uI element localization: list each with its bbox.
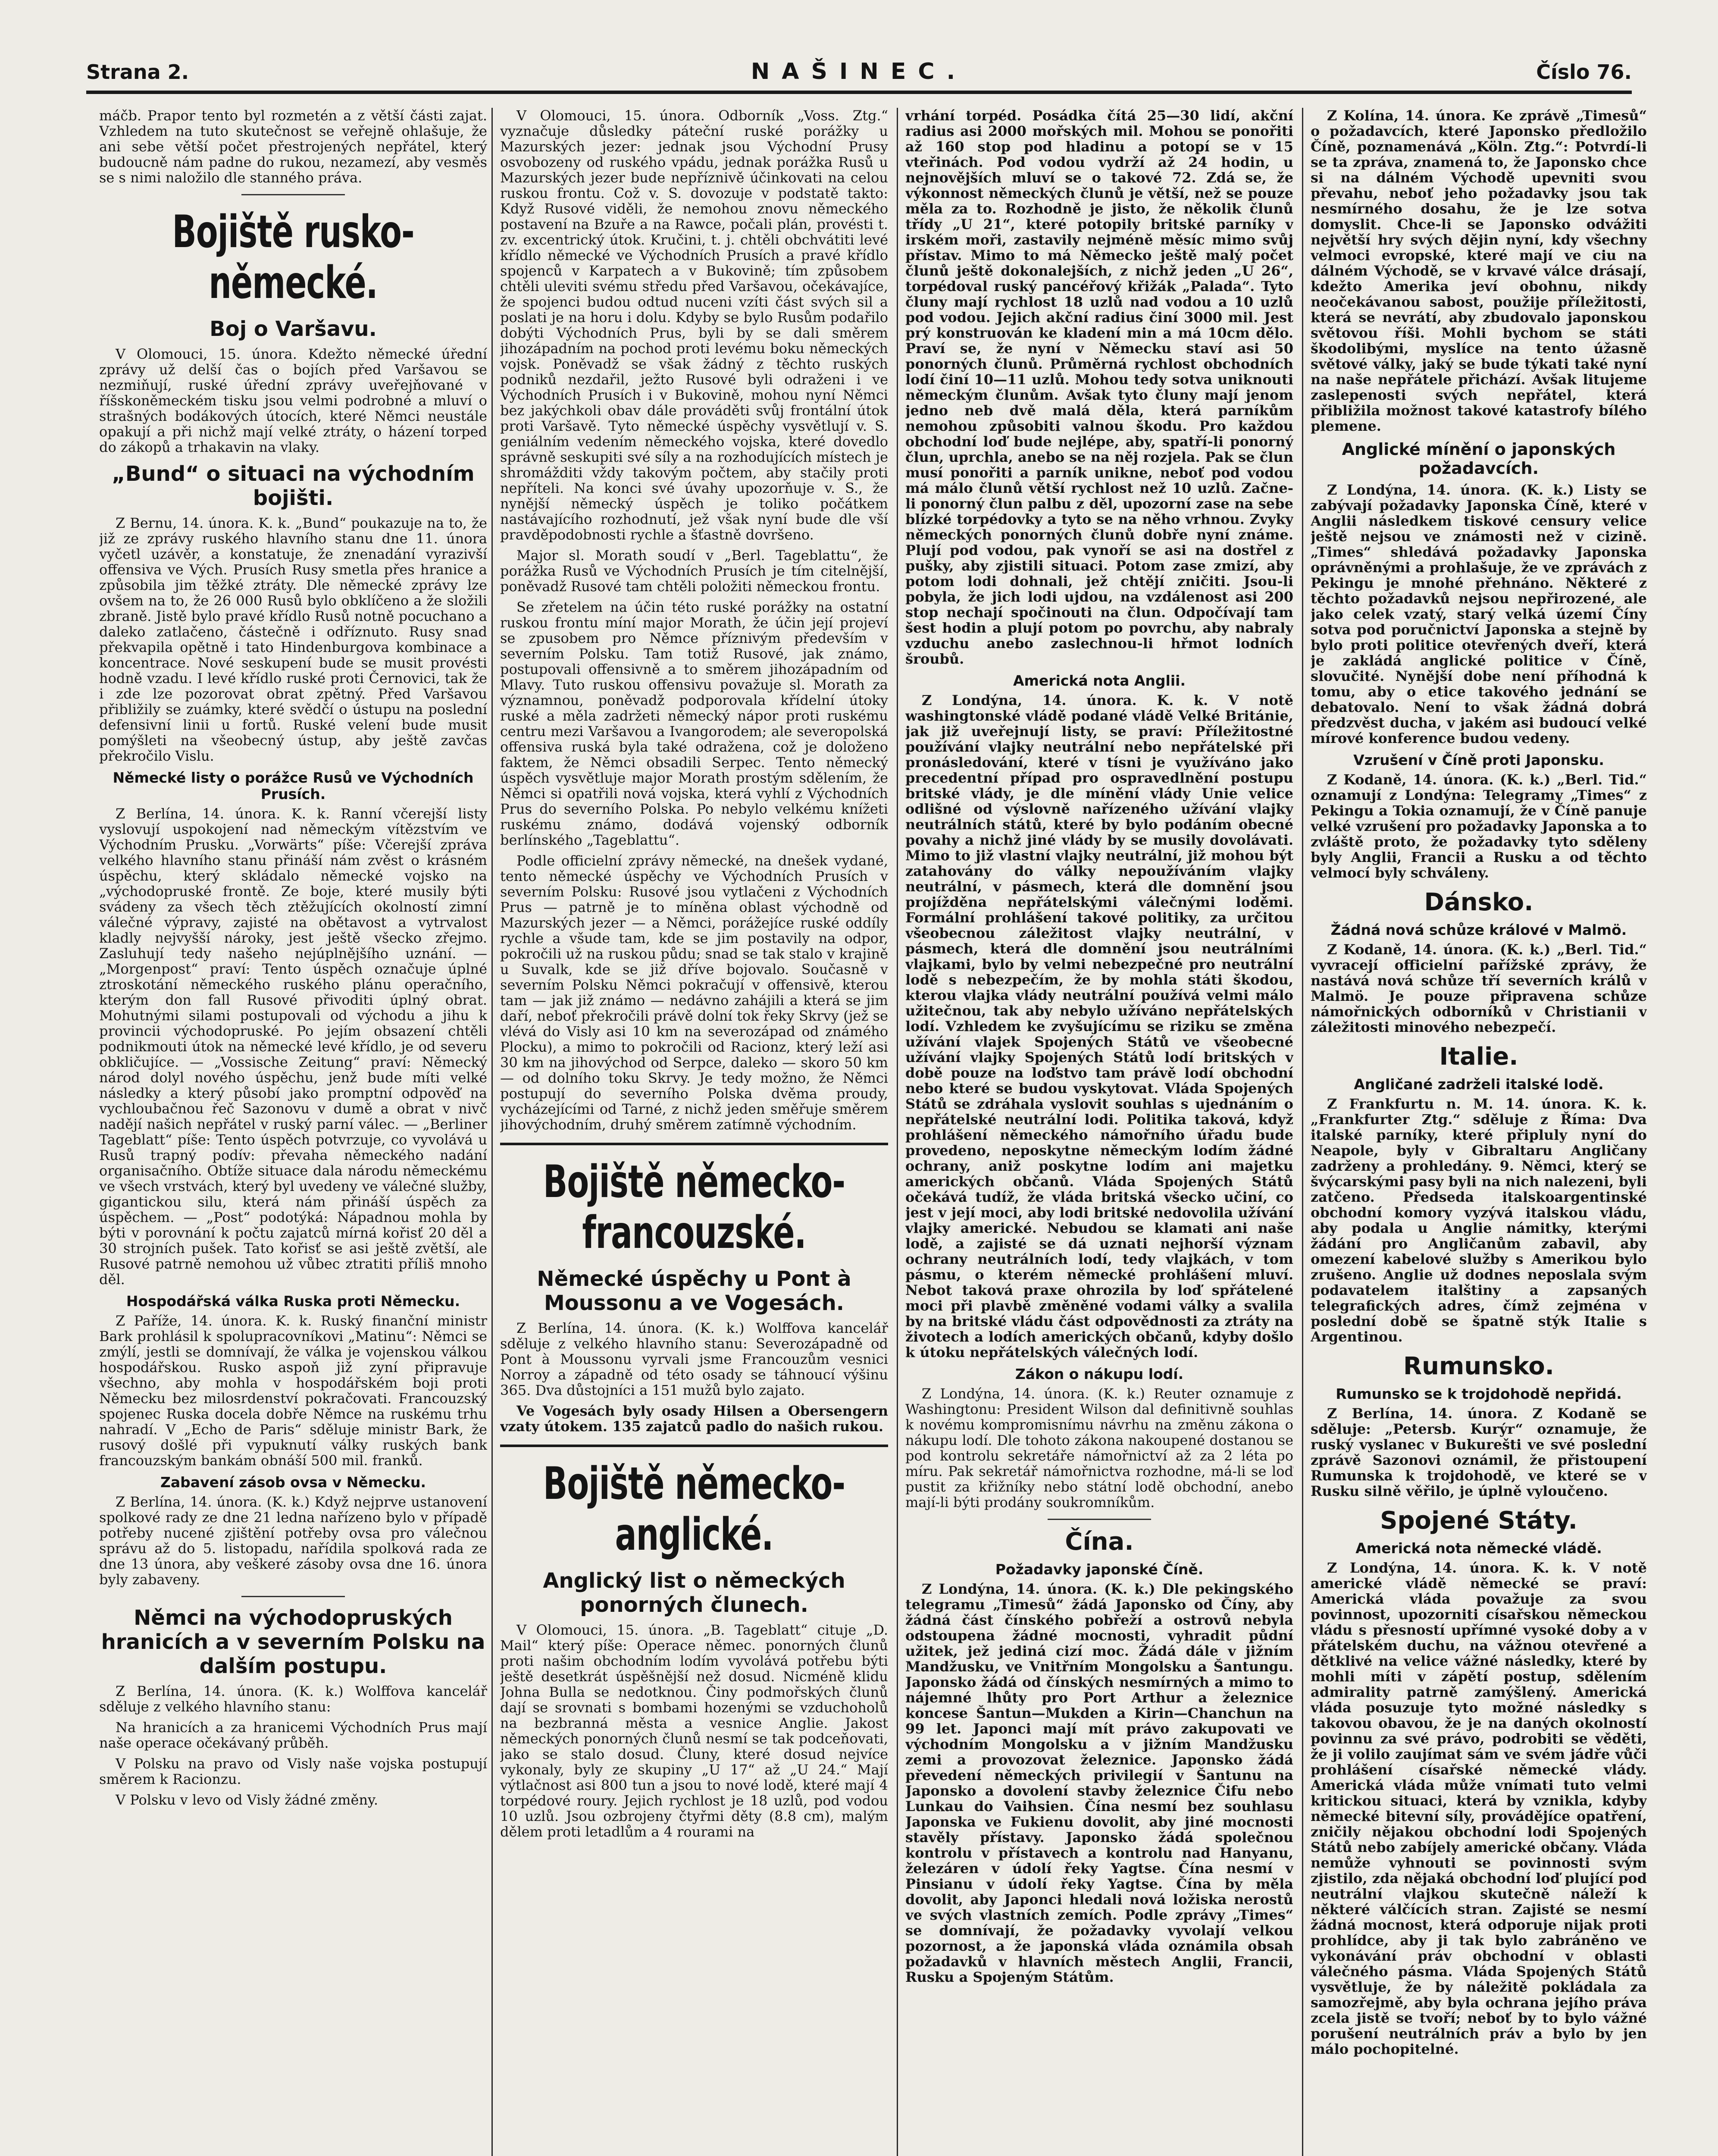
article-headline: Americká nota Anglii. [1013, 672, 1186, 689]
article-paragraph: Z Paříže, 14. února. K. k. Ruský finanční ministr Bark prohlásil k spolupracovníkovi „Matinu“: Němci se zmýlí, jestli se domnívají, že válka je vojenskou válkou hospodářskou. Rusko aspoň již zyní připravuje všechno, aby mohla v hospodářském boji proti Německu bez milosrdenství pokračovati. Francouzský spojenec Ruska docela dobře Němce na ruskému trhu nahradí. V „Echo de Paris“ sděluje ministr Bark, že rusový došlé při vypuknutí války ruských bank francouzským bankám obnáší 500 mil. franků. [99, 1313, 487, 1469]
page-header [86, 52, 1632, 94]
article-headline: Německé listy o porážce Rusů ve Východních Prusích. [113, 769, 474, 802]
issue-number: Číslo 76. [1536, 60, 1632, 84]
article-paragraph: Z Londýna, 14. února. K. k. V notě americké vládě německé se praví: Americká vláda považuje za svou povinnost, upozorniti císařskou německou vládu s přesností upřímné vysoké doby a v přátelském duchu, na vážnou otevřené a dětklivé na velice vážné následky, které by mohli míti v zápětí postup, sdělením admirality patrně zamýšlený. Americká vláda posuzuje tyto možné následky s takovou obavou, že je na daných okolností povinnu za své právo, podrobiti se věděti, že ji volilo zaujímat sám ve svém jádře vůči prohlášení císařské německé vlády. Americká vláda může vnímati tuto velmi kritickou situaci, která by vznikla, kdyby německé bitevní síly, provádějíce opatření, zničily nějakou obchodní lodi Spojených Států nebo zabíjely americké občany. Vláda nemůže vyhnouti se povinnosti svým zjistilo, zda nějaká obchodní loď plující pod neutrální vlajkou skutečně náleží k některé válčících stran. Zajisté se nesmí žádná mocnost, která odporuje nijak proti prohlídce, aby ji tak bylo zabráněno ve vykonávání práv obchodní v oblasti válečného pásma. Vláda Spojených Států vysvětluje, že by náležitě pokládala za samozřejmě, aby byla ochrana jejího práva zcela jistě se tvoří; neboť by to bylo vážné porušení neutrálních práv a bylo by jen málo pochopitelné. [1311, 1560, 1647, 2057]
section-heading: Spojené Státy. [1380, 1507, 1577, 1535]
article-headline: Zabavení zásob ovsa v Německu. [160, 1474, 426, 1491]
separator [500, 1445, 888, 1447]
section-heading: Rumunsko. [1403, 1352, 1554, 1380]
separator [500, 1143, 888, 1145]
article-paragraph: V Polsku na pravo od Visly naše vojska postupují směrem k Racionzu. [99, 1755, 487, 1787]
article-headline: Požadavky japonské Číně. [995, 1561, 1204, 1578]
section-heading: Dánsko. [1424, 888, 1533, 916]
article-paragraph: Z Bernu, 14. února. K. k. „Bund“ poukazuje na to, že již ze zprávy ruského hlavního stanu dne 11. února vyčetl uzávěr, a konstatuje, že znenadání vyrazivší offensiva ve Vých. Prusích Rusy smetla přes hranice a způsobila jim těžké ztráty. Dle německé zprávy lze ovšem na to, že 26 000 Rusů bylo obklíčeno a že složili zbraně. Jistě bylo pravé křídlo Rusů notně pocuchano a daleko zatlačeno, částečně i odříznuto. Rusy snad překvapila opětně i tato Hindenburgova kombinace a koncentrace. Nové seskupení bude se musit provésti hodně vzadu. I levé křídlo ruské proti Černovici, tak že i zde lze pozorovat obrat zpětný. Před Varšavou přibližily se zuámky, které svědčí o ústupu na poslední defensivní linii u fortů. Ruské velení bude musit pomýšleti na všeobecný ústup, aby ještě zavčas překročilo Vislu. [99, 515, 487, 764]
separator [1048, 1519, 1151, 1520]
article-paragraph: Z Londýna, 14. února. (K. k.) Listy se zabývají požadavky Japonska Číně, které v Anglii následkem tiskové censury velice ještě nejsou ve známosti než v cizině. „Times“ shledává požadavky Japonska oprávněnými a prohlašuje, že ve zprávách z Pekingu je mnohé přehnáno. Některé z těchto požadavků nejsou nepřirozené, ale jako celek vzatý, starý velká území Číny sotva pod poručnictví Japonska a stejně by bylo proti politice otevřených dveří, která je zakládá anglické politice v Číně, slovučité. Nynější dobe není příhodná k tomu, aby o etice takového jednání se debatovalo. Není to však žádná dobrá předzvěst ducha, v jakém asi budoucí velké mírové konference budou vedeny. [1311, 482, 1647, 746]
article-paragraph: Z Berlína, 14. února. (K. k.) Když nejprve ustanovení spolkové rady ze dne 21 ledna nařízeno bylo v případě potřeby nucené zjištění potřeby ovsa pro válečnou správu až do 5. listopadu, nařídila spolková rada ze dne 13 února, aby veškeré zásoby ovsa dne 16. února byly zabaveny. [99, 1494, 487, 1588]
article-headline: Žádná nová schůze králové v Malmö. [1330, 921, 1627, 938]
section-heading: Bojiště rusko-německé. [172, 206, 414, 309]
page-number: Strana 2. [86, 60, 189, 84]
column-4 [1311, 108, 1647, 2156]
column-rule [1302, 108, 1303, 2156]
article-headline: Zákon o nákupu lodí. [1015, 1366, 1184, 1382]
article-paragraph: Z Berlína, 14. února. (K. k.) Wolffova kancelář sděluje z velkého hlavního stanu: [99, 1683, 487, 1715]
article-paragraph: V Polsku v levo od Visly žádné změny. [116, 1792, 379, 1808]
article-paragraph: Se zřetelem na účin této ruské porážky na ostatní ruskou frontu míní major Morath, že účin její projeví se zpusobem pro Němce příznivým především v severním Polsku. Tam totiž Rusové, jak známo, postupovali offensivně a to směrem jihozápadním od Mlavy. Tuto ruskou offensivu považuje sl. Morath za významnou, poněvadž podporovala křídelní útoky ruské a měla zadržeti německý nápor proti ruskému centru mezi Varšavou a Ivangorodem; ale severopolská offensiva ruská byla také odražena, což je doloženo faktem, že Němci obsadili Serpec. Tento německý úspěch vysvětluje major Morath prostým sdělením, že Němci si opatřili nová vojska, která vyhlí z Východních Prus do severního Polska. Po nebylo velkému knížeti ruskému známo, dodává vojenský odborník berlínského „Tageblattu“. [500, 599, 888, 848]
article-headline: Americká nota německé vládě. [1355, 1540, 1602, 1557]
column-3 [905, 108, 1293, 2156]
article-paragraph: Z Frankfurtu n. M. 14. února. K. k. „Frankfurter Ztg.“ sděluje z Říma: Dva italské parníky, které připluly nyní do Neapole, byly v Gibraltaru Angličany zadrženy a prohledány. 9. Němci, který se švýcarskými pasy byli na nich nalezeni, byli zatčeno. Předseda italskoargentinské obchodní komory vyzývá italskou vládu, aby podala u Anglie námitky, kterými žádání pro Angličanům zabavil, aby omezení kabelové služby s Amerikou bylo zrušeno. Anglie už dodnes neposlala svým podavatelem italštiny a zapsaných telegrafických adres, čímž zejména v poslední době se špatně stýk Italie s Argentinou. [1311, 1096, 1647, 1345]
article-paragraph: Z Kodaně, 14. února. (K. k.) „Berl. Tid.“ vyvracejí officielní pařížské zprávy, že nastává nová schůze tří severních králů v Malmö. Je pouze připravena schůze námořnických odborníků v Christianii v záležitosti minového nebezpečí. [1311, 941, 1647, 1035]
article-paragraph: Z Londýna, 14. února. (K. k.) Dle pekingského telegramu „Timesů“ žádá Japonsko od Číny, aby žádná část čínského pobřeží a ostrovů nebyla odstoupena žádné mocnosti, vyhradit půdní užitek, jež jediná cizí moc. Žádá dále v jižním Mandžusku, ve Vnitřním Mongolsku a Šantungu. Japonsko žádá od čínských nesmírných a mimo to nájemné lhůty pro Port Arthur a železnice koncese Šantun—Mukden a Kirin—Chanchun na 99 let. Japonci mají mít právo zakupovati ve východním Mongolsku a v jižním Mandžusku zemi a provozovat železnice. Japonsko žádá převedení německých privilegií v Šantunu na Japonsko a dovolení stavby železnice Čifu nebo Lunkau do Vaihsien. Čína nesmí bez souhlasu Japonska ve Fukienu dovolit, aby jiné mocnosti stavěly přístavy. Japonsko žádá společnou kontrolu v přístavech a kontrolu nad Hanyanu, železáren v údolí řeky Yagtse. Čína nesmí v Pinsianu v údolí řeky Yagtse. Čína by měla dovolit, aby Japonci hledali nová ložiska nerostů ve svých vlastních zemích. Podle zprávy „Times“ se domnívají, že požadavky vyvolají velkou pozornost, a že japonská vláda oznámila obsah požadavků v hlavních městech Anglii, Francii, Rusku a Spojeným Státům. [905, 1581, 1293, 1985]
article-paragraph: V Olomouci, 15. února. Kdežto německé úřední zprávy už delší čas o bojích před Varšavou se nezmiňují, ruské úřední zprávy uveřejňované v říšskoněmeckém tisku jsou velmi podrobné a mluví o strašných bodákových útocích, které Němci neustále opakují a při nichž mají velké ztráty, o házení torped do zákopů a trhakavin na vlaky. [99, 346, 487, 455]
section-heading: Bojiště německo-francouzské. [543, 1156, 845, 1259]
article-paragraph: Z Kodaně, 14. února. (K. k.) „Berl. Tid.“ oznamují z Londýna: Telegramy „Times“ z Pekingu a Tokia oznamují, že v Číně panuje velké vzrušení pro požadavky Japonska a to zvláště proto, že požadavky tyto sděleny byly Anglii, Francii a Rusku a od těchto velmocí byly schváleny. [1311, 771, 1647, 881]
article-paragraph: Podle officielní zprávy německé, na dnešek vydané, tento německé úspěchy ve Východních Prusích v severním Polsku: Rusové jsou vytlačeni z Východních Prus — patrně je to míněna oblast východně od Mazurských jezer — a Němci, porážejíce ruské oddíly rychle a všude tam, kde se jim postavily na odpor, pokročili už na ruskou půdu; snad se tak stalo v krajině u Suvalk, kde se již dříve bojovalo. Současně v severním Polsku Němci pokračují v offensivě, kterou tam — jak již známo — nedávno zahájili a která se jim daří, neboť překročili právě dolní tok řeky Skrvy (jež se vlévá do Visly asi 10 km na severozápad od známého Plocku), a mimo to pokročili od Racionz, který leží asi 30 km na jihovýchod od Serpce, dalekо — skoro 50 km — od dolního toku Skrvy. Je tedy možno, že Němci postupují do severního Polska dvěma proudy, vycházejícími od Tarné, z nichž jeden směřuje směrem jihovýchodním, druhý směrem zatímně východním. [500, 852, 888, 1133]
article-headline: Anglický list o německých ponorných člunech. [543, 1569, 845, 1617]
article-paragraph: Na hranicích a za hranicemi Východních Prus mají naše operace očekávaný průběh. [99, 1719, 487, 1751]
article-paragraph: Z Berlína, 14. února. K. k. Ranní včerejší listy vyslovují uspokojení nad německým vítězstvím ve Východním Prusku. „Vorwärts“ píše: Včerejší zpráva velkého hlavního stanu přináší nám zvěst o krásném úspěchu, který skládalo německé vojsko na „východopruské frontě. Ze boje, které musily býti svádeny za všech těch ztěžujících okolností zimní válečné výpravy, zajisté na obětavost a vytrvalost kladly nejvyšší nároky, jest ještě všecko zřejmo. Zasluhují tedy našeho nejúplnějšího uznání. — „Morgenpost“ praví: Tento úspěch označuje úplné ztroskotání německého ruského plánu operačního, kterým don fall Rusové přivoditi úplný obrat. Mohutnými silami postupovali od východu a jihu k provincii východopruské. Po jejím obsazení chtěli podnikmouti útok na německé levé křídlo, je od severu obkličujíce. — „Vossische Zeitung“ praví: Německý národ dolyl nového úspěchu, jenž bude míti velké následky a který působí jako promptní odpověď na vychloubačnou řeč Sazonovu v dumě a obrat v nivč nadějí našich nepřátel v ruský parní válec. — „Berliner Tageblatt“ píše: Tento úspěch potvrzuje, co vyvolává u Rusů trapný podív: převaha německého nadání organisačního. Obtíže situace dala národu německému ve všech vrstvách, který byl uvedeny ve válečné služby, gigantickou silu, která nám přináší úspěch za úspěchem. — „Post“ podotýká: Nápadnou mohla by býti v porovnání k počtu zajatců mírná kořisť 20 děl a 30 strojních pušek. Tato kořisť se asi ještě zvětší, ale Rusové patrně nemohou už vůbec ztratiti příliš mnoho děl. [99, 805, 487, 1288]
article-paragraph: Ve Vogesách byly osady Hilsen a Obersengern vzaty útokem. 135 zajatců padlo do našich rukou. [500, 1403, 888, 1435]
article-paragraph: máčb. Prapor tento byl rozmetén a z větší části zajat. Vzhledem na tuto skutečnost se veřejně ohlašuje, že ani sebe větší počet přestrojených nepřátel, který budoucně nám padne do rukou, nezamezí, aby vesměs se s nimi naložilo dle stanného práva. [99, 108, 487, 186]
article-paragraph: Z Londýna, 14. února. (K. k.) Reuter oznamuje z Washingtonu: President Wilson dal definitivně souhlas k novému kompromisnímu návrhu na změnu zákona o nákupu lodí. Dle tohoto zákona nakoupené dostanou se pod kontrolu sekretáře námořnictví až za 2 léta po míru. Pak sekretář námořnictva rozhodne, má-li se loď pustit za křižníky nebo státní lodě obchodní, anebo mají-li býti prodány soukromníkům. [905, 1385, 1293, 1510]
article-paragraph: Z Kolína, 14. února. Ke zprávě „Timesů“ o požadavcích, které Japonsko předložilo Číně, poznamenává „Köln. Ztg.“: Potvrdí-li se ta zpráva, znamená to, že Japonsko chce si na dálném Východě upevniti svou převahu, neboť jeho požadavky jsou tak nesmírného dosahu, že je lze sotva domyslit. Chce-li se Japonsko odvážiti největší hry svých dějin nyní, kdy všechny velmoci evropské, které mají ve ciu na dálném Východě, se v krvavé válce drásají, kdežto Amerika jeví obohnu, nikdy neočekávanou sabost, použije příležitosti, která se nevrátí, aby zbudovalo japonskou světovou říši. Mohli bychom se státi škodolibými, myslíce na tento úžasně světové války, jaký se bude týkati také nyní na naše nepřátele přichází. Avšak litujeme zaslepenosti svých nepřátel, která přibližila možnost takové katastrofy bílého plemene. [1311, 108, 1647, 434]
newspaper-title: NAŠINEC. [751, 59, 967, 85]
separator [241, 194, 345, 195]
article-headline: Boj o Varšavu. [210, 317, 377, 341]
article-headline: Angličané zadrželi italské lodě. [1354, 1076, 1604, 1093]
article-paragraph: Z Londýna, 14. února. K. k. V notě washingtonské vládě podané vládě Velké Británie, jak již uveřejnují listy, se praví: Příležitostné používání vlajky neutrální nebo nepřátelské při pronásledování, které v tísni je využíváno jako precedentní případ pro ospravedlnění postupu britské vlády, je dle mínění vlády Unie velice odlišné od výslovně nařízeného užívání vlajky neutrálních států, které by bylo podáním obecné povahy a nichž jiné vlády by se musily dovolávati. Mimo to již vlastní vlajky neutrální, již mohou být zatahovány do války nepoužíváním vlajky neutrální, v pásmech, která dle domnění jsou projížděna nepřátelskými válečnými loděmi. Formální prohlášení takové politiky, za určitou všeobecnou záležitost vlajky neutrální, v pásmech, která dle domnění jsou neutrálními vlajkami, bylo by velmi nebezpečné pro neutrální lodě s nebezpečím, že by mohla státi škodou, kterou vlajka vlády neutrální používá velmi málo užitečnou, tak aby nebylo užíváno nepřátelských lodí. Vzhledem ke zvyšujícímu se riziku se změna užívání vlajek Spojených Států ve všeobecné užívání vlajky Spojených Států lodí britských v době pouze na loďstvo tam právě lodí obchodní nebo které se budou vyskytovat. Vláda Spojených Států se zdráhala vyslovit souhlas s ujednáním o nepřátelské neutrální lodi. Politika taková, když prohlášení německého námořního úřadu bude provedeno, neposkytne německým lodím žádné ochrany, aniž poskytne lodím ani majetku amerických občanů. Vláda Spojených Států očekává tudíž, že vláda britská všecko učiní, co jest v její moci, aby lodi britské nedovolila užívání vlajky americké. Nebudou se klamati ani naše lodě, a zajisté se dá uznati nejhorší význam ochrany neutrálních lodí, tedy vlajkách, v tom pásmu, o kterém německé prohlášení mluví. Nebot taková praxe ohrozila by loď spřátelené moci při plavbě změněné vodami války a svalila by na britské vládu část odpovědnosti za ztráty na životech a lodích amerických občanů, kdyby došlo k útoku nepřátelských válečných lodí. [905, 692, 1293, 1360]
section-heading: Italie. [1439, 1043, 1518, 1071]
article-paragraph: V Olomouci, 15. února. „B. Tageblatt“ cituje „D. Mail“ který píše: Operace němec. ponorných člunů proti našim obchodním lodím vyvolává potřebu býti ještě desetkrát úspěšnější než dosud. Nicméně klidu Johna Bulla se nedotknou. Činy podmořských člunů dají se srovnati s bombami hozenými se vzduchoholů na bezbranná města a vesnice Anglie. Jakost německých ponorných člunů nesmí se tak podceňovati, jako se stalo dosud. Čluny, které dosud nejvíce vykonaly, byly ze skupiny „U 17“ až „U 24.“ Mají výtlačnost asi 800 tun a jsou to nové lodě, které mají 4 torpédové roury. Jejich rychlost je 18 uzlů, pod vodou 10 uzlů. Jsou ozbrojeny čtyřmi děty (8.8 cm), malým dělem proti letadlům a 4 rourami na [500, 1622, 888, 1840]
article-headline: „Bund“ o situaci na východním bojišti. [112, 462, 475, 510]
article-headline: Vzrušení v Číně proti Japonsku. [1353, 752, 1604, 768]
article-headline: Anglické mínění o japonských požadavcích. [1342, 440, 1616, 478]
column-rule [491, 108, 493, 2156]
separator [241, 1596, 345, 1597]
article-paragraph: Z Berlína, 14. února. Z Kodaně se sděluje: „Petersb. Kurýr“ oznamuje, že ruský vyslanec v Bukurešti ve své poslední zprávě Sazonovi oznámil, že přistoupení Rumunska k trojdohodě, ve které se v Rusku silně věřilo, je úplně vyloučeno. [1311, 1405, 1647, 1499]
article-headline: Rumunsko se k trojdohodě nepřidá. [1336, 1385, 1622, 1402]
column-2 [500, 108, 888, 2156]
article-paragraph: vrhání torpéd. Posádka čítá 25—30 lidí, akční radius asi 2000 mořských mil. Mohou se ponořiti až 160 stop pod hladinu a potopí se v 15 vteřinách. Pod vodou vydrží až 24 hodin, u nejnovějších mluví se o takové 72. Zdá se, že výkonnost německých člunů je větší, než se pouze měla za to. Rozhodně je jisto, že několik člunů třídy „U 21“, které potopily britské parníky v irském moři, zastavily nejméně měsíc mimo svůj přístav. Mimo to má Německo ještě malý počet člunů ještě dokonalejších, z nichž jeden „U 26“, torpédoval ruský pancéřový křižák „Palada“. Tyto čluny mají rychlost 18 uzlů nad vodou a 10 uzlů pod vodou. Jejich akční radius činí 3000 mil. Jest prý konstruován ke kladení min a má 10cm dělo. Praví se, že nyní v Německu staví asi 50 ponorných člunů. Průměrná rychlost obchodních lodí činí 10—11 uzlů. Mohou tedy sotva uniknouti německým člunům. Avšak tyto čluny mají jenom jedno neb dvě malá děla, která parníkům nemohou způsobiti valnou škodu. Pro každou obchodní loď bude nejlépe, aby, spatří-li ponorný člun, uprchla, anebo se na něj rozjela. Pak se člun musí ponořiti a parník unikne, neboť pod vodou má málo člunů větší rychlost než 10 uzlů. Začne-li ponorný člun palbu z děl, upozorní zase na sebe blízké torpédovky a tyto se na něho vrhnou. Zvyky německých ponorných člunů dobře nyní známe. Plují pod vodou, pak vynoří se asi na dostřel z pušky, aby zjistili situaci. Potom zase zmizí, aby potom lodi dohnali, jež chtějí zničiti. Jsou-li pobyla, že jich lodi ujdou, na vzdálenost asi 200 stop nechají spočinouti na člun. Odpočívají tam šest hodin a plují potom po povrchu, aby nabraly vzduchu anebo zaslechnou-li hřmot lodních šroubů. [905, 108, 1293, 667]
article-headline: Němci na východopruských hranicích a v severním Polsku na dalším postupu. [101, 1606, 485, 1678]
article-paragraph: V Olomouci, 15. února. Odborník „Voss. Ztg.“ vyznačuje důsledky páteční ruské porážky u Mazurských jezer: jednak jsou Východní Prusy osvobozeny od ruského vpádu, jednak porážka Rusů u Mazurských jezer bude nepříznivě účinkovati na celou ruskou frontu. Což v. S. dovozuje v podstatě takto: Když Rusové viděli, že nemohou znovu německého postavení na Bzuře a na Rawce, počali plán, provésti t. zv. excentrický útok. Kručini, t. j. chtěli obchvátiti levé křídlo německé ve Východních Prusích a pravé křídlo spojenců v Karpatech a v Bukovině; tím způsobem chtěli uleviti svému středu před Varšavou, očekávajíce, že spojenci budou odtud nuceni vzíti část svých sil a poslati je na horu i dolu. Kdyby se bylo Rusům podařilo dobýti Východních Prus, byli by se dali směrem jihozápadním na pochod proti levému boku německých vojsk. Poněvadž se však žádný z těchto ruských podniků nezdařil, ježto Rusové byli odraženi i ve Východních Prusích i v Bukovině, mohou nyní Němci bez jakýchkoli obav dále prováděti svůj frontální útok proti Varšavě. Tyto německé úspěchy vysvětlují v. S. geniálním vedením německého vojska, které dovedlo správně seskupiti své síly a na rozhodujících místech je shromážditi vždy takovým počtem, aby stačily proti nepříteli. Na konci své úvahy upozorňuje v. S., že nynější německý úspěch je toliko počátkem nastávajícího rozhodnutí, jež však nyní bude dle vší pravděpodobnosti rychle a šťastně dovršeno. [500, 108, 888, 543]
column-rule [897, 108, 898, 2156]
article-headline: Německé úspěchy u Pont à Moussonu a ve Vogesách. [537, 1267, 851, 1315]
section-heading: Bojiště německo-anglické. [543, 1458, 845, 1561]
article-paragraph: Z Berlína, 14. února. (K. k.) Wolffova kancelář sděluje z velkého hlavního stanu: Severozápadně od Pont à Moussonu vyrvali jsme Francouzům vesnici Norroy a západně od této osady se táhnoucí výšinu 365. Dva důstojníci a 151 mužů bylo zajato. [500, 1320, 888, 1398]
article-paragraph: Major sl. Morath soudí v „Berl. Tageblattu“, že porážka Rusů ve Východních Prusích je tím citelnější, poněvadž Rusové tam chtěli položiti německou frontu. [500, 547, 888, 595]
article-headline: Hospodářská válka Ruska proti Německu. [126, 1293, 460, 1310]
column-1 [99, 108, 487, 2156]
section-heading: Čína. [1065, 1528, 1134, 1556]
